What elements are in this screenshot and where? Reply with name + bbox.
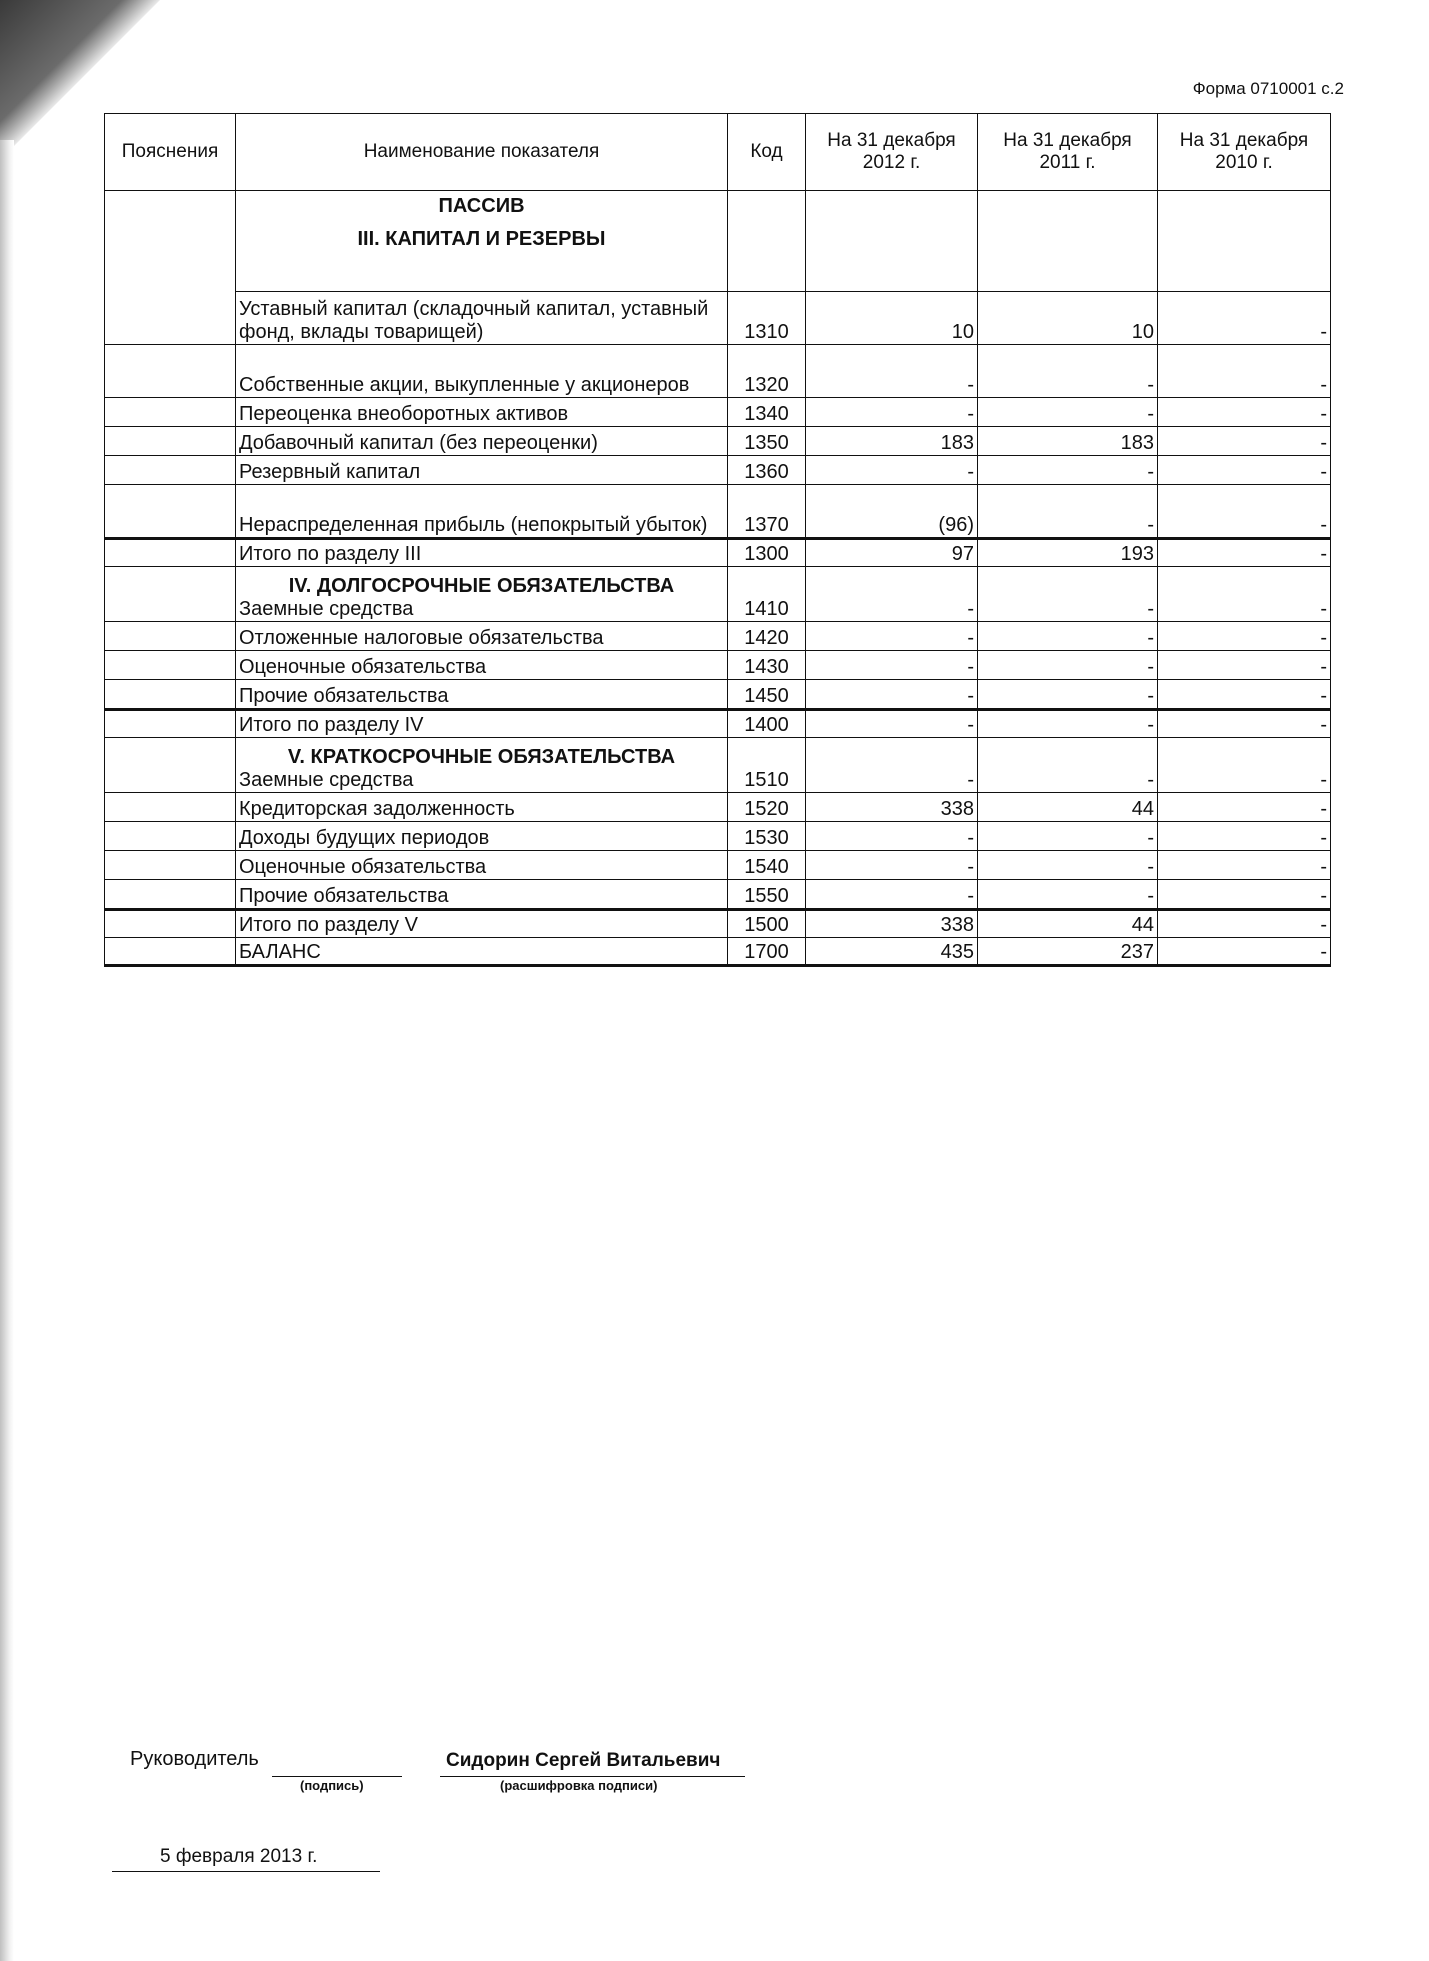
value-2012: 97: [806, 539, 978, 567]
value-2011: 183: [978, 427, 1158, 456]
table-row: [105, 738, 1331, 793]
header-2011: На 31 декабря 2011 г.: [978, 114, 1158, 191]
notes-cell: [105, 539, 236, 567]
row-code: 1550: [728, 880, 806, 910]
value-2011: -: [978, 456, 1158, 485]
section3-title: III. КАПИТАЛ И РЕЗЕРВЫ: [357, 228, 606, 250]
row-code: 1510: [728, 738, 806, 793]
section3-title-row: [105, 191, 1331, 292]
table-row: [105, 793, 1331, 822]
empty-cell: [978, 191, 1158, 292]
table-row: [105, 680, 1331, 710]
notes-cell: [105, 485, 236, 539]
value-2010: -: [1158, 456, 1331, 485]
notes-cell: [105, 738, 236, 793]
value-2011: -: [978, 851, 1158, 880]
table-row: [105, 822, 1331, 851]
section4-title: IV. ДОЛГОСРОЧНЫЕ ОБЯЗАТЕЛЬСТВА: [288, 575, 675, 597]
value-2010: -: [1158, 793, 1331, 822]
row-name: Доходы будущих периодов: [236, 822, 728, 851]
value-2010: -: [1158, 622, 1331, 651]
date-line: [112, 1871, 380, 1872]
row-name: Оценочные обязательства: [236, 651, 728, 680]
value-2010: -: [1158, 738, 1331, 793]
header-notes: Пояснения: [105, 114, 236, 191]
row-name: Итого по разделу IV: [236, 710, 728, 738]
notes-cell: [105, 880, 236, 910]
row-name: Уставный капитал (складочный капитал, уставный фонд, вклады товарищей): [236, 292, 728, 345]
section4-total-row: [105, 710, 1331, 738]
row-code: 1420: [728, 622, 806, 651]
row-name: Отложенные налоговые обязательства: [236, 622, 728, 651]
table-row: [105, 851, 1331, 880]
section5-total-row: [105, 910, 1331, 938]
value-2012: -: [806, 456, 978, 485]
row-name: Итого по разделу V: [236, 910, 728, 938]
row-code: 1450: [728, 680, 806, 710]
value-2012: -: [806, 880, 978, 910]
row-name-with-section: [236, 738, 728, 793]
value-2010: -: [1158, 567, 1331, 622]
row-code: 1370: [728, 485, 806, 539]
value-2011: 44: [978, 910, 1158, 938]
row-name: Собственные акции, выкупленные у акционеров: [236, 345, 728, 398]
value-2012: 183: [806, 427, 978, 456]
value-2012: -: [806, 710, 978, 738]
notes-cell: [105, 345, 236, 398]
row-name: БАЛАНС: [236, 938, 728, 966]
value-2012: -: [806, 680, 978, 710]
value-2010: -: [1158, 851, 1331, 880]
value-2010: -: [1158, 427, 1331, 456]
value-2012: 338: [806, 793, 978, 822]
form-id: Форма 0710001 с.2: [1192, 79, 1344, 98]
value-2010: -: [1158, 345, 1331, 398]
header-2010: На 31 декабря 2010 г.: [1158, 114, 1331, 191]
row-name: Итого по разделу III: [236, 539, 728, 567]
value-2010: -: [1158, 398, 1331, 427]
row-name: Заемные средства: [239, 769, 414, 791]
header-code: Код: [728, 114, 806, 191]
value-2011: -: [978, 567, 1158, 622]
value-2012: 435: [806, 938, 978, 966]
value-2010: -: [1158, 710, 1331, 738]
notes-cell: [105, 851, 236, 880]
table-row: [105, 567, 1331, 622]
row-code: 1320: [728, 345, 806, 398]
value-2010: -: [1158, 822, 1331, 851]
signature-note: (подпись): [300, 1778, 364, 1793]
value-2010: -: [1158, 680, 1331, 710]
notes-cell: [105, 456, 236, 485]
row-code: 1700: [728, 938, 806, 966]
notes-cell: [105, 398, 236, 427]
value-2011: -: [978, 485, 1158, 539]
value-2012: 10: [806, 292, 978, 345]
value-2010: -: [1158, 651, 1331, 680]
section5-title: V. КРАТКОСРОЧНЫЕ ОБЯЗАТЕЛЬСТВА: [287, 746, 676, 768]
value-2011: -: [978, 345, 1158, 398]
value-2012: -: [806, 398, 978, 427]
value-2012: -: [806, 738, 978, 793]
header-name: Наименование показателя: [236, 114, 728, 191]
value-2010: -: [1158, 539, 1331, 567]
section-title-cell: [236, 191, 728, 292]
value-2012: -: [806, 622, 978, 651]
row-code: 1310: [728, 292, 806, 345]
value-2010: -: [1158, 485, 1331, 539]
table-row: [105, 398, 1331, 427]
empty-cell: [1158, 191, 1331, 292]
notes-cell: [105, 793, 236, 822]
value-2011: -: [978, 822, 1158, 851]
row-code: 1410: [728, 567, 806, 622]
row-code: 1400: [728, 710, 806, 738]
row-code: 1350: [728, 427, 806, 456]
table-header-row: [105, 114, 1331, 191]
signature-line: [272, 1776, 402, 1777]
value-2011: -: [978, 680, 1158, 710]
row-code: 1430: [728, 651, 806, 680]
row-name: Оценочные обязательства: [236, 851, 728, 880]
row-code: 1530: [728, 822, 806, 851]
notes-cell: [105, 567, 236, 622]
value-2011: 237: [978, 938, 1158, 966]
value-2011: -: [978, 651, 1158, 680]
signatory-name-note: (расшифровка подписи): [500, 1778, 658, 1793]
value-2010: -: [1158, 880, 1331, 910]
value-2010: -: [1158, 910, 1331, 938]
signatory-name-line: [440, 1776, 745, 1777]
value-2012: (96): [806, 485, 978, 539]
notes-cell: [105, 191, 236, 345]
value-2012: -: [806, 822, 978, 851]
empty-cell: [806, 191, 978, 292]
notes-cell: [105, 622, 236, 651]
value-2011: -: [978, 738, 1158, 793]
row-code: 1360: [728, 456, 806, 485]
row-name: Прочие обязательства: [236, 680, 728, 710]
value-2012: -: [806, 345, 978, 398]
value-2012: -: [806, 851, 978, 880]
value-2011: -: [978, 880, 1158, 910]
table-row: [105, 622, 1331, 651]
table-row: [105, 427, 1331, 456]
notes-cell: [105, 822, 236, 851]
notes-cell: [105, 427, 236, 456]
value-2011: 10: [978, 292, 1158, 345]
row-code: 1340: [728, 398, 806, 427]
passive-title: ПАССИВ: [438, 195, 525, 217]
row-code: 1540: [728, 851, 806, 880]
balance-row: [105, 938, 1331, 966]
value-2011: 193: [978, 539, 1158, 567]
value-2012: -: [806, 567, 978, 622]
empty-cell: [728, 191, 806, 292]
row-name: Нераспределенная прибыль (непокрытый убыток): [236, 485, 728, 539]
value-2011: -: [978, 710, 1158, 738]
notes-cell: [105, 910, 236, 938]
value-2012: 338: [806, 910, 978, 938]
signature-role: Руководитель: [130, 1748, 259, 1770]
row-name: Прочие обязательства: [236, 880, 728, 910]
row-name: Кредиторская задолженность: [236, 793, 728, 822]
signatory-name: Сидорин Сергей Витальевич: [446, 1750, 721, 1771]
row-code: 1300: [728, 539, 806, 567]
value-2011: -: [978, 622, 1158, 651]
balance-sheet-table: [104, 113, 1331, 967]
scan-left-edge: [0, 140, 14, 1961]
table-row: [105, 345, 1331, 398]
row-name-with-section: [236, 567, 728, 622]
header-2012: На 31 декабря 2012 г.: [806, 114, 978, 191]
row-name: Переоценка внеоборотных активов: [236, 398, 728, 427]
notes-cell: [105, 651, 236, 680]
notes-cell: [105, 938, 236, 966]
notes-cell: [105, 710, 236, 738]
table-row: [105, 651, 1331, 680]
value-2012: -: [806, 651, 978, 680]
table-row: [105, 456, 1331, 485]
row-name: Добавочный капитал (без переоценки): [236, 427, 728, 456]
section3-total-row: [105, 539, 1331, 567]
value-2010: -: [1158, 292, 1331, 345]
table-row: [105, 292, 1331, 345]
document-date: 5 февраля 2013 г.: [160, 1846, 318, 1867]
row-name: Резервный капитал: [236, 456, 728, 485]
notes-cell: [105, 680, 236, 710]
value-2011: -: [978, 398, 1158, 427]
table-row: [105, 485, 1331, 539]
row-name: Заемные средства: [239, 598, 414, 620]
row-code: 1520: [728, 793, 806, 822]
value-2011: 44: [978, 793, 1158, 822]
value-2010: -: [1158, 938, 1331, 966]
row-code: 1500: [728, 910, 806, 938]
table-row: [105, 880, 1331, 910]
